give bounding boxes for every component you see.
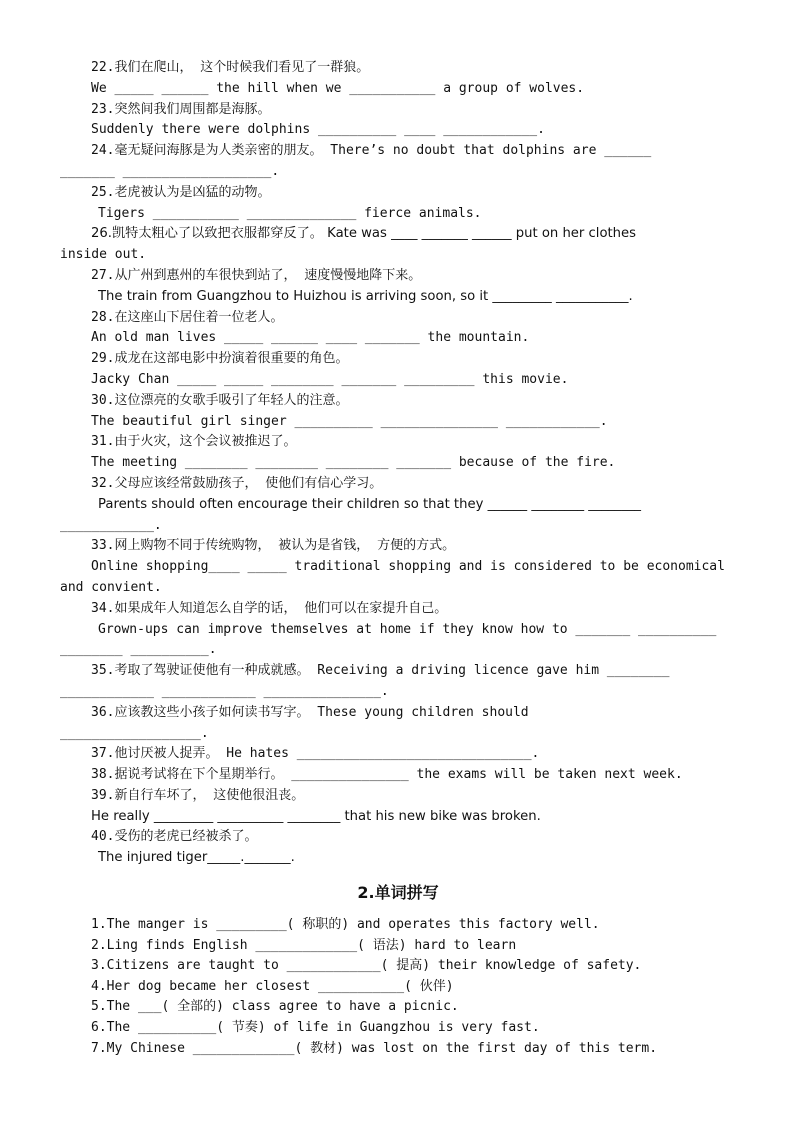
exercise-line: 7.My Chinese _____________( 教材) was lost on the first day of this term. [91,1040,658,1056]
exercise-line: Parents should often encourage their children so that they ______ ________ ________ [98,496,642,512]
exercise-line: 38.据说考试将在下个星期举行。 _______________ the exams will be taken next week. [91,767,683,783]
exercise-line: 27.从广州到惠州的车很快到站了， 速度慢慢地降下来。 [91,267,422,283]
exercise-line: The beautiful girl singer __________ _______________ ____________. [91,413,608,429]
translation-exercises [60,58,736,869]
exercise-line: 25.老虎被认为是凶猛的动物。 [91,184,271,200]
exercise-line: Online shopping____ _____ traditional shopping and is considered to be economical [91,559,725,575]
exercise-line: Grown-ups can improve themselves at home if they know how to _______ __________ [98,621,717,637]
exercise-line: Suddenly there were dolphins __________ ____ ____________. [91,122,545,138]
section-heading: 2.单词拼写 [357,883,439,903]
exercise-line: _______ ___________________. [60,163,280,179]
exercise-line: 24.毫无疑问海豚是为人类亲密的朋友。 There’s no doubt that dolphins are ______ [91,143,652,159]
exercise-line: 34.如果成年人知道怎么自学的话， 他们可以在家提升自己。 [91,600,448,616]
exercise-line: The train from Guangzhou to Huizhou is arriving soon, so it _________ ___________. [98,288,633,304]
exercise-line: 3.Citizens are taught to ____________( 提高) their knowledge of safety. [91,958,642,974]
exercise-line: 40.受伤的老虎已经被杀了。 [91,829,258,845]
exercise-line: 5.The ___( 全部的) class agree to have a picnic. [91,999,459,1015]
exercise-line: 1.The manger is _________( 称职的) and operates this factory well. [91,917,600,933]
exercise-line: 28.在这座山下居住着一位老人。 [91,309,284,325]
exercise-line: and convient. [60,579,162,595]
exercise-line: 29.成龙在这部电影中扮演着很重要的角色。 [91,351,349,367]
exercise-line: 37.他讨厌被人捉弄。 He hates ______________________________. [91,746,540,762]
exercise-line: 6.The __________( 节奏) of life in Guangzhou is very fast. [91,1020,540,1036]
exercise-line: We _____ ______ the hill when we ___________ a group of wolves. [91,80,585,96]
exercise-line: The injured tiger_____._______. [98,850,295,866]
exercise-line: 26.凯特太粗心了以致把衣服都穿反了。 Kate was ____ _______ ______ put on her clothes [91,226,637,242]
exercise-line: 35.考取了驾驶证使他有一种成就感。 Receiving a driving licence gave him ________ [91,663,670,679]
exercise-line: 2.Ling finds English _____________( 语法) hard to learn [91,937,517,953]
exercise-line: An old man lives _____ ______ ____ _______ the mountain. [91,330,530,346]
exercise-line: 39.新自行车坏了， 这使他很沮丧。 [91,787,305,803]
exercise-line: Tigers ___________ ______________ fierce animals. [98,205,482,221]
word-spelling-exercises [60,915,736,1059]
exercise-line: 23.突然间我们周围都是海豚。 [91,101,271,117]
exercise-line: __________________. [60,725,209,741]
exercise-line: 36.应该教这些小孩子如何读书写字。 These young children should [91,704,529,720]
exercise-line: Jacky Chan _____ _____ ________ _______ _________ this movie. [91,371,569,387]
exercise-line: He really _________ __________ ________ that his new bike was broken. [91,808,541,824]
exercise-line: inside out. [60,247,147,263]
exercise-line: 31.由于火灾，这个会议被推迟了。 [91,434,297,450]
exercise-line: 22.我们在爬山， 这个时候我们看见了一群狼。 [91,60,370,75]
exercise-line: ____________ ____________ _______________. [60,683,389,699]
exercise-line: ____________. [60,517,162,533]
exercise-line: 32.父母应该经常鼓励孩子， 使他们有信心学习。 [91,475,383,491]
exercise-line: 4.Her dog became her closest ___________( 伙伴) [91,978,454,994]
exercise-line: 30.这位漂亮的女歌手吸引了年轻人的注意。 [91,392,349,408]
exercise-line: 33.网上购物不同于传统购物， 被认为是省钱， 方便的方式。 [91,538,456,554]
exercise-line: The meeting ________ ________ ________ _______ because of the fire. [91,455,616,471]
document-page [60,58,736,1059]
exercise-line: ________ __________. [60,642,217,658]
